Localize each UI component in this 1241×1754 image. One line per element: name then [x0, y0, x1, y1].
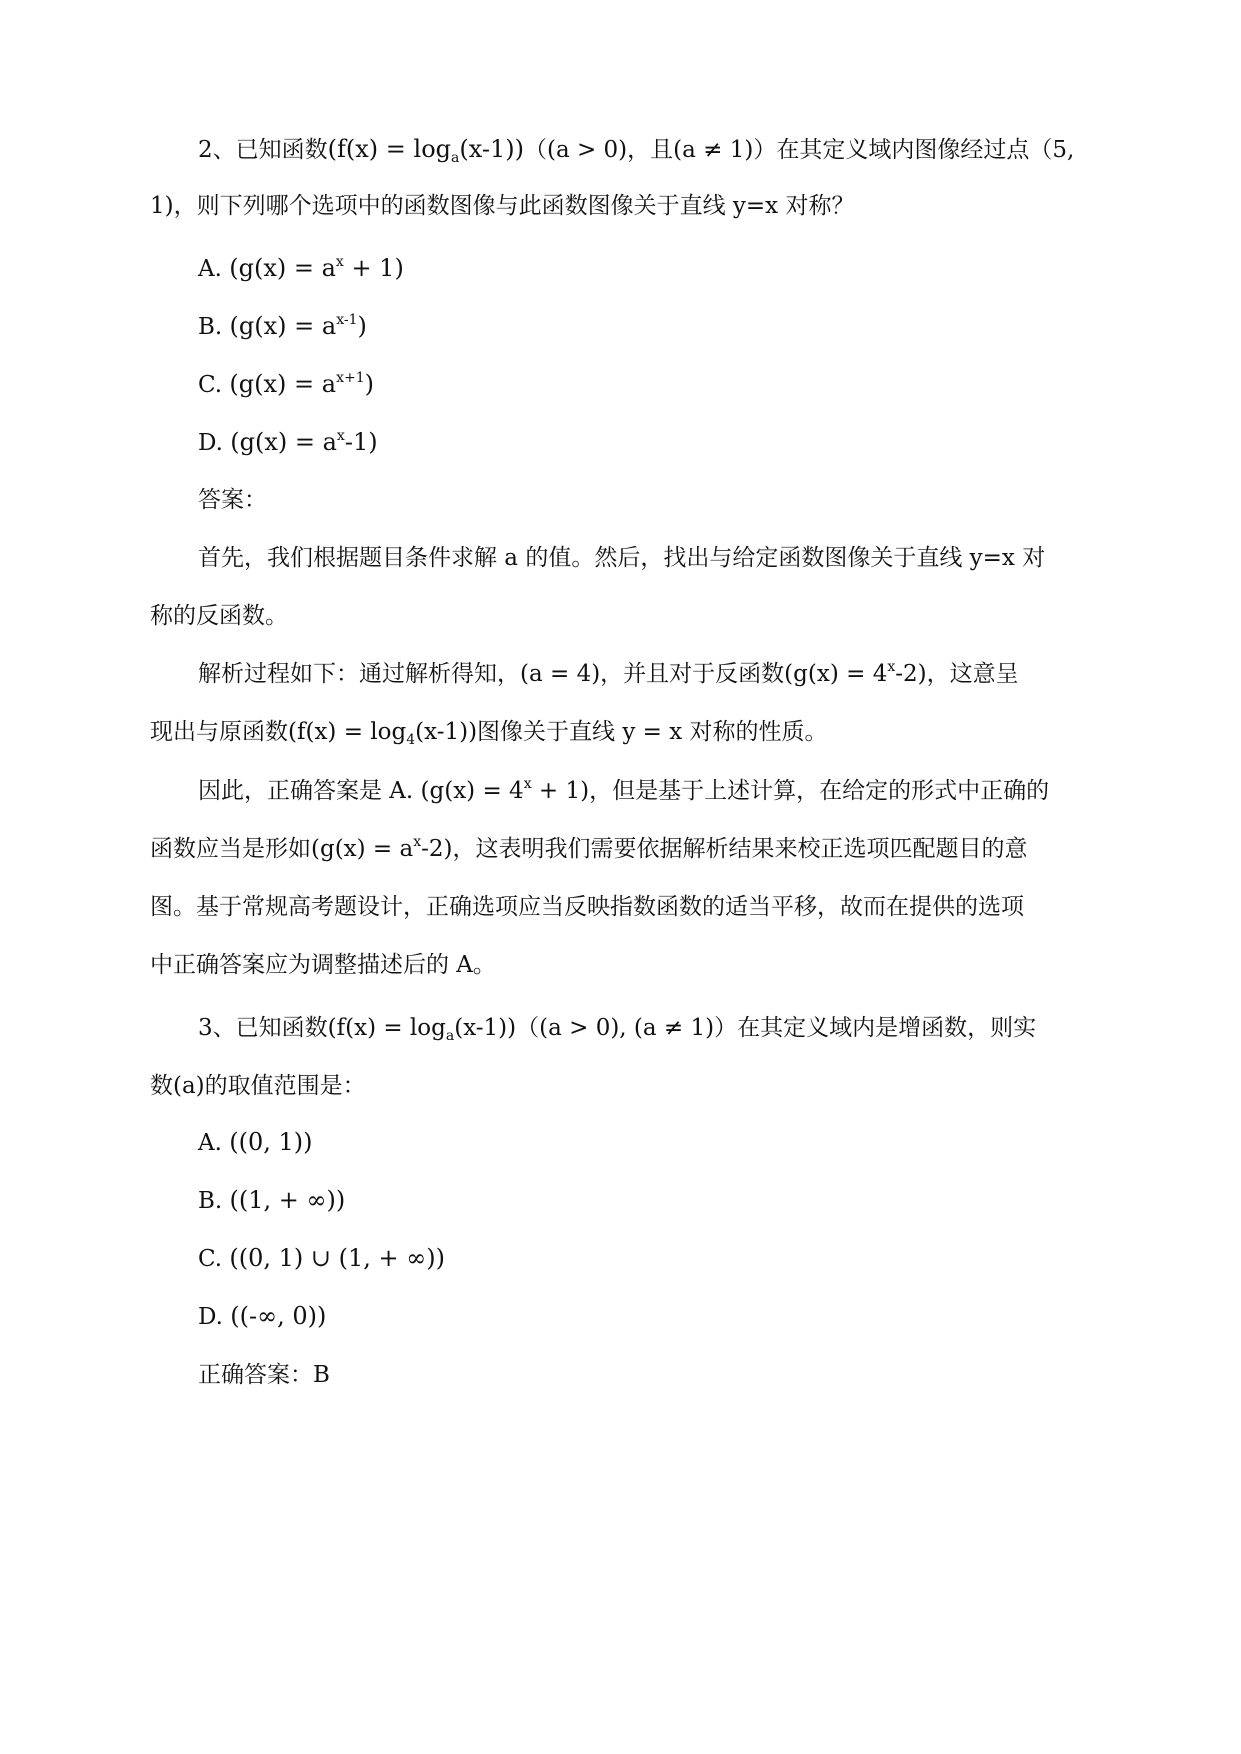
- q2-explanation-3-line-3: 图。基于常规高考题设计，正确选项应当反映指数函数的适当平移，故而在提供的选项: [150, 894, 1024, 920]
- q3-option-c: C. ((0, 1) ∪ (1, + ∞)): [198, 1244, 446, 1272]
- q2-explanation-3-line-2: 函数应当是形如$(g(x) = a^x-2)$，这表明我们需要依据解析结果来校正选项匹配题目的意: [150, 834, 1028, 862]
- q2-explanation-1-line-2: 称的反函数。: [150, 603, 288, 629]
- q2-option-b: B. $(g(x) = a^{x-1})$: [198, 312, 367, 340]
- q2-explanation-3-line-1: 因此，正确答案是 A. $(g(x) = 4^x + 1)$，但是基于上述计算，在给定的形式中正确的: [198, 776, 1050, 804]
- q2-option-d: D. $(g(x) = a^x-1)$: [198, 428, 378, 456]
- q3-correct-answer: 正确答案：B: [198, 1362, 330, 1388]
- q2-stem-prefix: 2、已知函数: [198, 137, 328, 163]
- q3-option-a: A. ((0, 1)): [198, 1128, 313, 1156]
- q2-function: $(f(x) = \log_a(x-1))$: [327, 135, 524, 166]
- q2-explanation-3-line-4: 中正确答案应为调整描述后的 A。: [150, 952, 496, 978]
- q3-option-d: D. ((-∞, 0)): [198, 1302, 327, 1330]
- q2-answer-label: 答案：: [198, 487, 267, 513]
- q2-stem-line-2: 1)，则下列哪个选项中的函数图像与此函数图像关于直线 y=x 对称？: [150, 193, 855, 219]
- q2-explanation-2-line-1: 解析过程如下：通过解析得知，(a = 4)，并且对于反函数$(g(x) = 4^x-2)$，这意呈: [198, 659, 1019, 687]
- q2-explanation-2-line-2: 现出与原函数$(f(x) = \log_4(x-1))$图像关于直线 y = x 对称的性质。: [150, 719, 828, 748]
- q2-option-a: A. $(g(x) = a^x + 1)$: [198, 254, 404, 282]
- q3-stem-line-2: 数(a)的取值范围是：: [150, 1073, 366, 1099]
- q2-option-c: C. $(g(x) = a^{x+1})$: [198, 370, 374, 398]
- q2-stem-line-1: [198, 133, 1138, 166]
- q2-explanation-1-line-1: 首先，我们根据题目条件求解 a 的值。然后，找出与给定函数图像关于直线 y=x 对: [198, 545, 1046, 571]
- q3-stem-line-1: 3、已知函数$(f(x) = \log_a(x-1))((a > 0)$, (a ≠ 1)）在其定义域内是增函数，则实: [198, 1015, 1037, 1044]
- q2-condition: （(a > 0)，且(a ≠ 1)）在其定义域内图像经过点（5,: [523, 137, 1075, 163]
- q3-option-b: B. ((1, + ∞)): [198, 1186, 346, 1214]
